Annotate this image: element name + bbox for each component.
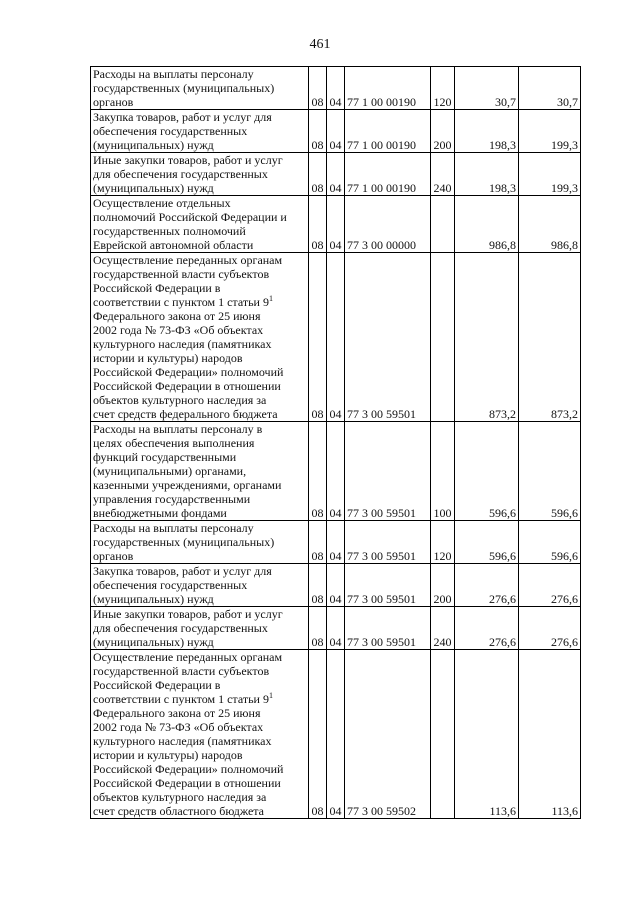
- row-name-text: Российской Федерации в отношении: [93, 776, 281, 790]
- subsection-code-cell: 04: [327, 650, 345, 819]
- expense-type-cell: 100: [431, 422, 455, 521]
- expense-type-cell: 240: [431, 153, 455, 196]
- section-code-cell: 08: [309, 253, 327, 422]
- row-name-text: полномочий Российской Федерации и: [93, 210, 287, 224]
- amount-2-cell: 596,6: [519, 422, 581, 521]
- expense-type-cell: 120: [431, 521, 455, 564]
- row-name-line: [93, 578, 306, 592]
- row-name-line: [93, 337, 306, 351]
- row-name-cell: [91, 650, 309, 819]
- row-name-cell: [91, 607, 309, 650]
- row-name-text: для обеспечения государственных: [93, 167, 268, 181]
- row-name-line: [93, 379, 306, 393]
- row-name-line: [93, 692, 306, 706]
- row-name-text: Иные закупки товаров, работ и услуг: [93, 153, 283, 167]
- row-name-line: [93, 650, 306, 664]
- amount-1-cell: 198,3: [455, 153, 519, 196]
- row-name-line: [93, 124, 306, 138]
- amount-1-cell: 276,6: [455, 564, 519, 607]
- table-row: [91, 67, 581, 110]
- row-name-text: Расходы на выплаты персоналу в: [93, 422, 263, 436]
- expense-type-cell: [431, 196, 455, 253]
- amount-1-cell: 986,8: [455, 196, 519, 253]
- section-code-cell: 08: [309, 422, 327, 521]
- expense-type-cell: 200: [431, 110, 455, 153]
- row-name-line: [93, 635, 306, 649]
- row-name-text: для обеспечения государственных: [93, 621, 268, 635]
- row-name-text: счет средств областного бюджета: [93, 804, 265, 818]
- row-name-text: (муниципальных) нужд: [93, 138, 214, 152]
- row-name-text: 2002 года № 73-ФЗ «Об объектах: [93, 720, 264, 734]
- expense-type-cell: [431, 650, 455, 819]
- table-row: [91, 253, 581, 422]
- subsection-code-cell: 04: [327, 521, 345, 564]
- row-name-line: [93, 521, 306, 535]
- row-name-text: объектов культурного наследия за: [93, 393, 267, 407]
- row-name-text: Российской Федерации» полномочий: [93, 762, 284, 776]
- amount-1-cell: 30,7: [455, 67, 519, 110]
- amount-1-cell: 596,6: [455, 521, 519, 564]
- amount-2-cell: 113,6: [519, 650, 581, 819]
- row-name-line: [93, 592, 306, 606]
- row-name-line: [93, 734, 306, 748]
- amount-1-cell: 596,6: [455, 422, 519, 521]
- amount-1-cell: 113,6: [455, 650, 519, 819]
- row-name-text: Еврейской автономной области: [93, 238, 254, 252]
- subsection-code-cell: 04: [327, 253, 345, 422]
- table-body: [91, 67, 581, 819]
- row-name-text: соответствии с пунктом 1 статьи 9: [93, 692, 269, 706]
- row-name-text: (муниципальных) нужд: [93, 592, 214, 606]
- row-name-line: [93, 720, 306, 734]
- row-name-text: Осуществление переданных органам: [93, 253, 283, 267]
- target-article-cell: 77 3 00 59501: [345, 564, 431, 607]
- target-article-cell: 77 3 00 59501: [345, 607, 431, 650]
- row-name-cell: [91, 521, 309, 564]
- row-name-line: [93, 790, 306, 804]
- expense-type-cell: [431, 253, 455, 422]
- row-name-text: Федерального закона от 25 июня: [93, 706, 261, 720]
- row-name-line: [93, 181, 306, 195]
- row-name-line: [93, 309, 306, 323]
- row-name-cell: [91, 196, 309, 253]
- target-article-cell: 77 1 00 00190: [345, 110, 431, 153]
- table-row: [91, 110, 581, 153]
- row-name-line: [93, 776, 306, 790]
- row-name-line: [93, 81, 306, 95]
- row-name-line: [93, 196, 306, 210]
- amount-2-cell: 986,8: [519, 196, 581, 253]
- row-name-line: [93, 506, 306, 520]
- amount-1-cell: 276,6: [455, 607, 519, 650]
- row-name-text: казенными учреждениями, органами: [93, 478, 282, 492]
- row-name-text: (муниципальных) нужд: [93, 635, 214, 649]
- section-code-cell: 08: [309, 607, 327, 650]
- superscript: 1: [268, 294, 273, 303]
- row-name-line: [93, 621, 306, 635]
- table-row: [91, 422, 581, 521]
- target-article-cell: 77 1 00 00190: [345, 153, 431, 196]
- row-name-line: [93, 95, 306, 109]
- row-name-text: государственных полномочий: [93, 224, 246, 238]
- table-row: [91, 607, 581, 650]
- target-article-cell: 77 1 00 00190: [345, 67, 431, 110]
- expense-type-cell: 200: [431, 564, 455, 607]
- target-article-cell: 77 3 00 59501: [345, 521, 431, 564]
- row-name-cell: [91, 422, 309, 521]
- row-name-line: [93, 804, 306, 818]
- row-name-text: Российской Федерации в: [93, 678, 221, 692]
- table-row: [91, 196, 581, 253]
- row-name-line: [93, 167, 306, 181]
- row-name-text: культурного наследия (памятниках: [93, 734, 272, 748]
- table-row: [91, 153, 581, 196]
- row-name-text: органов: [93, 549, 134, 563]
- amount-2-cell: 199,3: [519, 110, 581, 153]
- row-name-text: Закупка товаров, работ и услуг для: [93, 110, 272, 124]
- row-name-line: [93, 450, 306, 464]
- amount-1-cell: 873,2: [455, 253, 519, 422]
- row-name-line: [93, 267, 306, 281]
- row-name-line: [93, 748, 306, 762]
- subsection-code-cell: 04: [327, 422, 345, 521]
- row-name-text: обеспечения государственных: [93, 124, 248, 138]
- row-name-text: Российской Федерации в: [93, 281, 221, 295]
- subsection-code-cell: 04: [327, 196, 345, 253]
- row-name-text: государственной власти субъектов: [93, 664, 270, 678]
- section-code-cell: 08: [309, 564, 327, 607]
- row-name-text: Российской Федерации в отношении: [93, 379, 281, 393]
- row-name-line: [93, 464, 306, 478]
- row-name-text: внебюджетными фондами: [93, 506, 227, 520]
- row-name-text: культурного наследия (памятниках: [93, 337, 272, 351]
- row-name-line: [93, 281, 306, 295]
- section-code-cell: 08: [309, 196, 327, 253]
- row-name-line: [93, 138, 306, 152]
- row-name-text: соответствии с пунктом 1 статьи 9: [93, 295, 269, 309]
- row-name-line: [93, 422, 306, 436]
- target-article-cell: 77 3 00 00000: [345, 196, 431, 253]
- row-name-text: органов: [93, 95, 134, 109]
- target-article-cell: 77 3 00 59501: [345, 253, 431, 422]
- amount-1-cell: 198,3: [455, 110, 519, 153]
- row-name-cell: [91, 564, 309, 607]
- row-name-line: [93, 664, 306, 678]
- row-name-text: счет средств федерального бюджета: [93, 407, 278, 421]
- section-code-cell: 08: [309, 153, 327, 196]
- target-article-cell: 77 3 00 59502: [345, 650, 431, 819]
- row-name-cell: [91, 110, 309, 153]
- row-name-text: объектов культурного наследия за: [93, 790, 267, 804]
- row-name-line: [93, 295, 306, 309]
- row-name-text: (муниципальными) органами,: [93, 464, 247, 478]
- target-article-cell: 77 3 00 59501: [345, 422, 431, 521]
- row-name-line: [93, 110, 306, 124]
- row-name-line: [93, 706, 306, 720]
- amount-2-cell: 276,6: [519, 564, 581, 607]
- row-name-line: [93, 238, 306, 252]
- row-name-text: Иные закупки товаров, работ и услуг: [93, 607, 283, 621]
- row-name-line: [93, 153, 306, 167]
- row-name-text: Осуществление отдельных: [93, 196, 231, 210]
- superscript: 1: [268, 691, 273, 700]
- row-name-cell: [91, 67, 309, 110]
- row-name-line: [93, 407, 306, 421]
- row-name-line: [93, 678, 306, 692]
- row-name-text: государственных (муниципальных): [93, 535, 275, 549]
- row-name-line: [93, 210, 306, 224]
- section-code-cell: 08: [309, 67, 327, 110]
- subsection-code-cell: 04: [327, 67, 345, 110]
- budget-table: [90, 66, 581, 819]
- subsection-code-cell: 04: [327, 564, 345, 607]
- row-name-text: государственных (муниципальных): [93, 81, 275, 95]
- subsection-code-cell: 04: [327, 110, 345, 153]
- row-name-line: [93, 762, 306, 776]
- row-name-text: обеспечения государственных: [93, 578, 248, 592]
- table-row: [91, 650, 581, 819]
- row-name-line: [93, 549, 306, 563]
- row-name-text: истории и культуры) народов: [93, 351, 243, 365]
- row-name-text: целях обеспечения выполнения: [93, 436, 255, 450]
- row-name-line: [93, 607, 306, 621]
- amount-2-cell: 276,6: [519, 607, 581, 650]
- row-name-line: [93, 436, 306, 450]
- row-name-text: Расходы на выплаты персоналу: [93, 521, 254, 535]
- row-name-text: управления государственными: [93, 492, 251, 506]
- row-name-line: [93, 393, 306, 407]
- row-name-line: [93, 67, 306, 81]
- row-name-line: [93, 564, 306, 578]
- page-number: 461: [309, 37, 331, 52]
- row-name-text: Федерального закона от 25 июня: [93, 309, 261, 323]
- row-name-text: истории и культуры) народов: [93, 748, 243, 762]
- row-name-text: Осуществление переданных органам: [93, 650, 283, 664]
- row-name-text: функций государственными: [93, 450, 237, 464]
- row-name-line: [93, 492, 306, 506]
- subsection-code-cell: 04: [327, 153, 345, 196]
- row-name-cell: [91, 153, 309, 196]
- amount-2-cell: 30,7: [519, 67, 581, 110]
- row-name-line: [93, 323, 306, 337]
- row-name-text: Расходы на выплаты персоналу: [93, 67, 254, 81]
- section-code-cell: 08: [309, 650, 327, 819]
- row-name-line: [93, 253, 306, 267]
- row-name-text: государственной власти субъектов: [93, 267, 270, 281]
- row-name-text: (муниципальных) нужд: [93, 181, 214, 195]
- section-code-cell: 08: [309, 521, 327, 564]
- row-name-line: [93, 351, 306, 365]
- expense-type-cell: 120: [431, 67, 455, 110]
- row-name-line: [93, 224, 306, 238]
- expense-type-cell: 240: [431, 607, 455, 650]
- section-code-cell: 08: [309, 110, 327, 153]
- amount-2-cell: 596,6: [519, 521, 581, 564]
- row-name-line: [93, 535, 306, 549]
- amount-2-cell: 873,2: [519, 253, 581, 422]
- row-name-line: [93, 478, 306, 492]
- subsection-code-cell: 04: [327, 607, 345, 650]
- table-row: [91, 564, 581, 607]
- row-name-cell: [91, 253, 309, 422]
- table-row: [91, 521, 581, 564]
- row-name-line: [93, 365, 306, 379]
- row-name-text: 2002 года № 73-ФЗ «Об объектах: [93, 323, 264, 337]
- row-name-text: Закупка товаров, работ и услуг для: [93, 564, 272, 578]
- amount-2-cell: 199,3: [519, 153, 581, 196]
- row-name-text: Российской Федерации» полномочий: [93, 365, 284, 379]
